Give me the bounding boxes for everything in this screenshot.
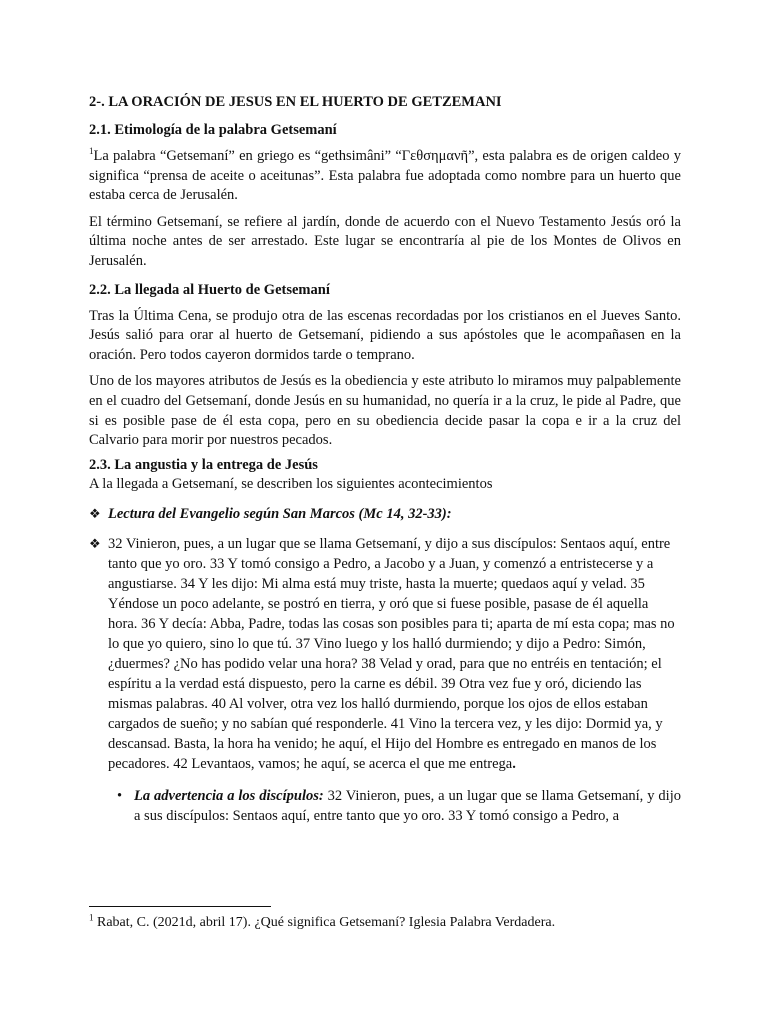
paragraph-etimologia-2: El término Getsemaní, se refiere al jardín, donde de acuerdo con el Nuevo Testamento Jesús oró la última noche antes de ser arrestado. Este lugar se encontraría al pie de los Montes de Olivos en Jerusalén.	[89, 213, 681, 269]
footnote-reference: 1	[89, 146, 94, 157]
section-heading-llegada: 2.2. La llegada al Huerto de Getsemaní	[89, 281, 330, 298]
verses-end-period: .	[512, 756, 516, 773]
bullet-dot-icon: •	[117, 788, 123, 805]
diamond-bullet-icon: ❖	[89, 536, 101, 552]
document-page	[89, 88, 681, 826]
list-item-verses	[89, 534, 681, 774]
diamond-bullet-icon: ❖	[89, 506, 101, 522]
section-heading-etimologia: 2.1. Etimología de la palabra Getsemaní	[89, 122, 337, 138]
paragraph-llegada-1: Tras la Última Cena, se produjo otra de las escenas recordadas por los cristianos en el Jueves Santo. Jesús salió para orar al huerto de Getsemaní, pidiendo a sus apóstoles que le acompañasen en la oración. Pero todos cayeron dormidos tarde o temprano.	[89, 307, 681, 363]
list-item-lectura	[89, 504, 681, 524]
section-heading-angustia: 2.3. La angustia y la entrega de Jesús	[89, 456, 318, 473]
footnote-text: Rabat, C. (2021d, abril 17). ¿Qué significa Getsemaní? Iglesia Palabra Verdadera.	[93, 915, 556, 930]
footnote-separator	[89, 906, 271, 907]
gospel-verses: 32 Vinieron, pues, a un lugar que se llama Getsemaní, y dijo a sus discípulos: Sentaos aquí, entre tanto que yo oro. 33 Y tomó consigo a Pedro, a Jacobo y a Juan, y comenzó a entristecerse y a angustiarse. 34 Y les dijo: Mi alma está muy triste, hasta la muerte; quedaos aquí y velad. 35 Yéndose un poco adelante, se postró en tierra, y oró que si fuese posible, pasase de él aquella hora. 36 Y decía: Abba, Padre, todas las cosas son posibles para ti; aparta de mí esta copa; mas no lo que yo quiero, sino lo que tú. 37 Vino luego y los halló durmiendo; y dijo a Pedro: Simón, ¿duermes? ¿No has podido velar una hora? 38 Velad y orad, para que no entréis en tentación; el espíritu a la verdad está dispuesto, pero la carne es débil. 39 Otra vez fue y oró, diciendo las mismas palabras. 40 Al volver, otra vez los halló durmiendo, porque los ojos de ellos estaban cargados de sueño; y no sabían qué responderle. 41 Vino la tercera vez, y les dijo: Dormid ya, y descansad. Basta, la hora ha venido; he aquí, el Hijo del Hombre es entregado en manos de los pecadores. 42 Levantaos, vamos; he aquí, se acerca el que me entrega	[108, 536, 675, 773]
advertencia-label: La advertencia a los discípulos:	[134, 788, 324, 805]
paragraph-etimologia-1: $^1$La palabra “Getsemaní” en griego es “gethsimâni” “Γεθσημανῆ”, esta palabra es de origen caldeo y significa “prensa de aceite o aceitunas”. Esta palabra fue adoptada como nombre para un huerto que estaba cerca de Jerusalén.	[89, 146, 681, 204]
paragraph-llegada-2: Uno de los mayores atributos de Jesús es la obediencia y este atributo lo miramos muy palpablemente en el cuadro del Getsemaní, donde Jesús en su humanidad, no quería ir a la cruz, le pide al Padre, que si es posible pase de él esta copa, pero en su obediencia decide pasar la copa e ir a la cruz del Calvario para morir por nuestros pecados.	[89, 373, 681, 449]
lectura-heading: Lectura del Evangelio según San Marcos (Mc 14, 32-33):	[108, 506, 452, 523]
advertencia-text: 32 Vinieron, pues, a un lugar que se llama Getsemaní, y dijo a sus discípulos: Sentaos aquí, entre tanto que yo oro. 33 Y tomó consigo a Pedro, a	[134, 788, 681, 825]
list-item-advertencia	[89, 786, 681, 826]
paragraph-angustia-intro: A la llegada a Getsemaní, se describen los siguientes acontecimientos	[89, 475, 493, 492]
footnote	[89, 914, 555, 932]
footnote-number: 1	[89, 912, 94, 923]
document-title: 2-. LA ORACIÓN DE JESUS EN EL HUERTO DE GETZEMANI	[89, 94, 502, 110]
